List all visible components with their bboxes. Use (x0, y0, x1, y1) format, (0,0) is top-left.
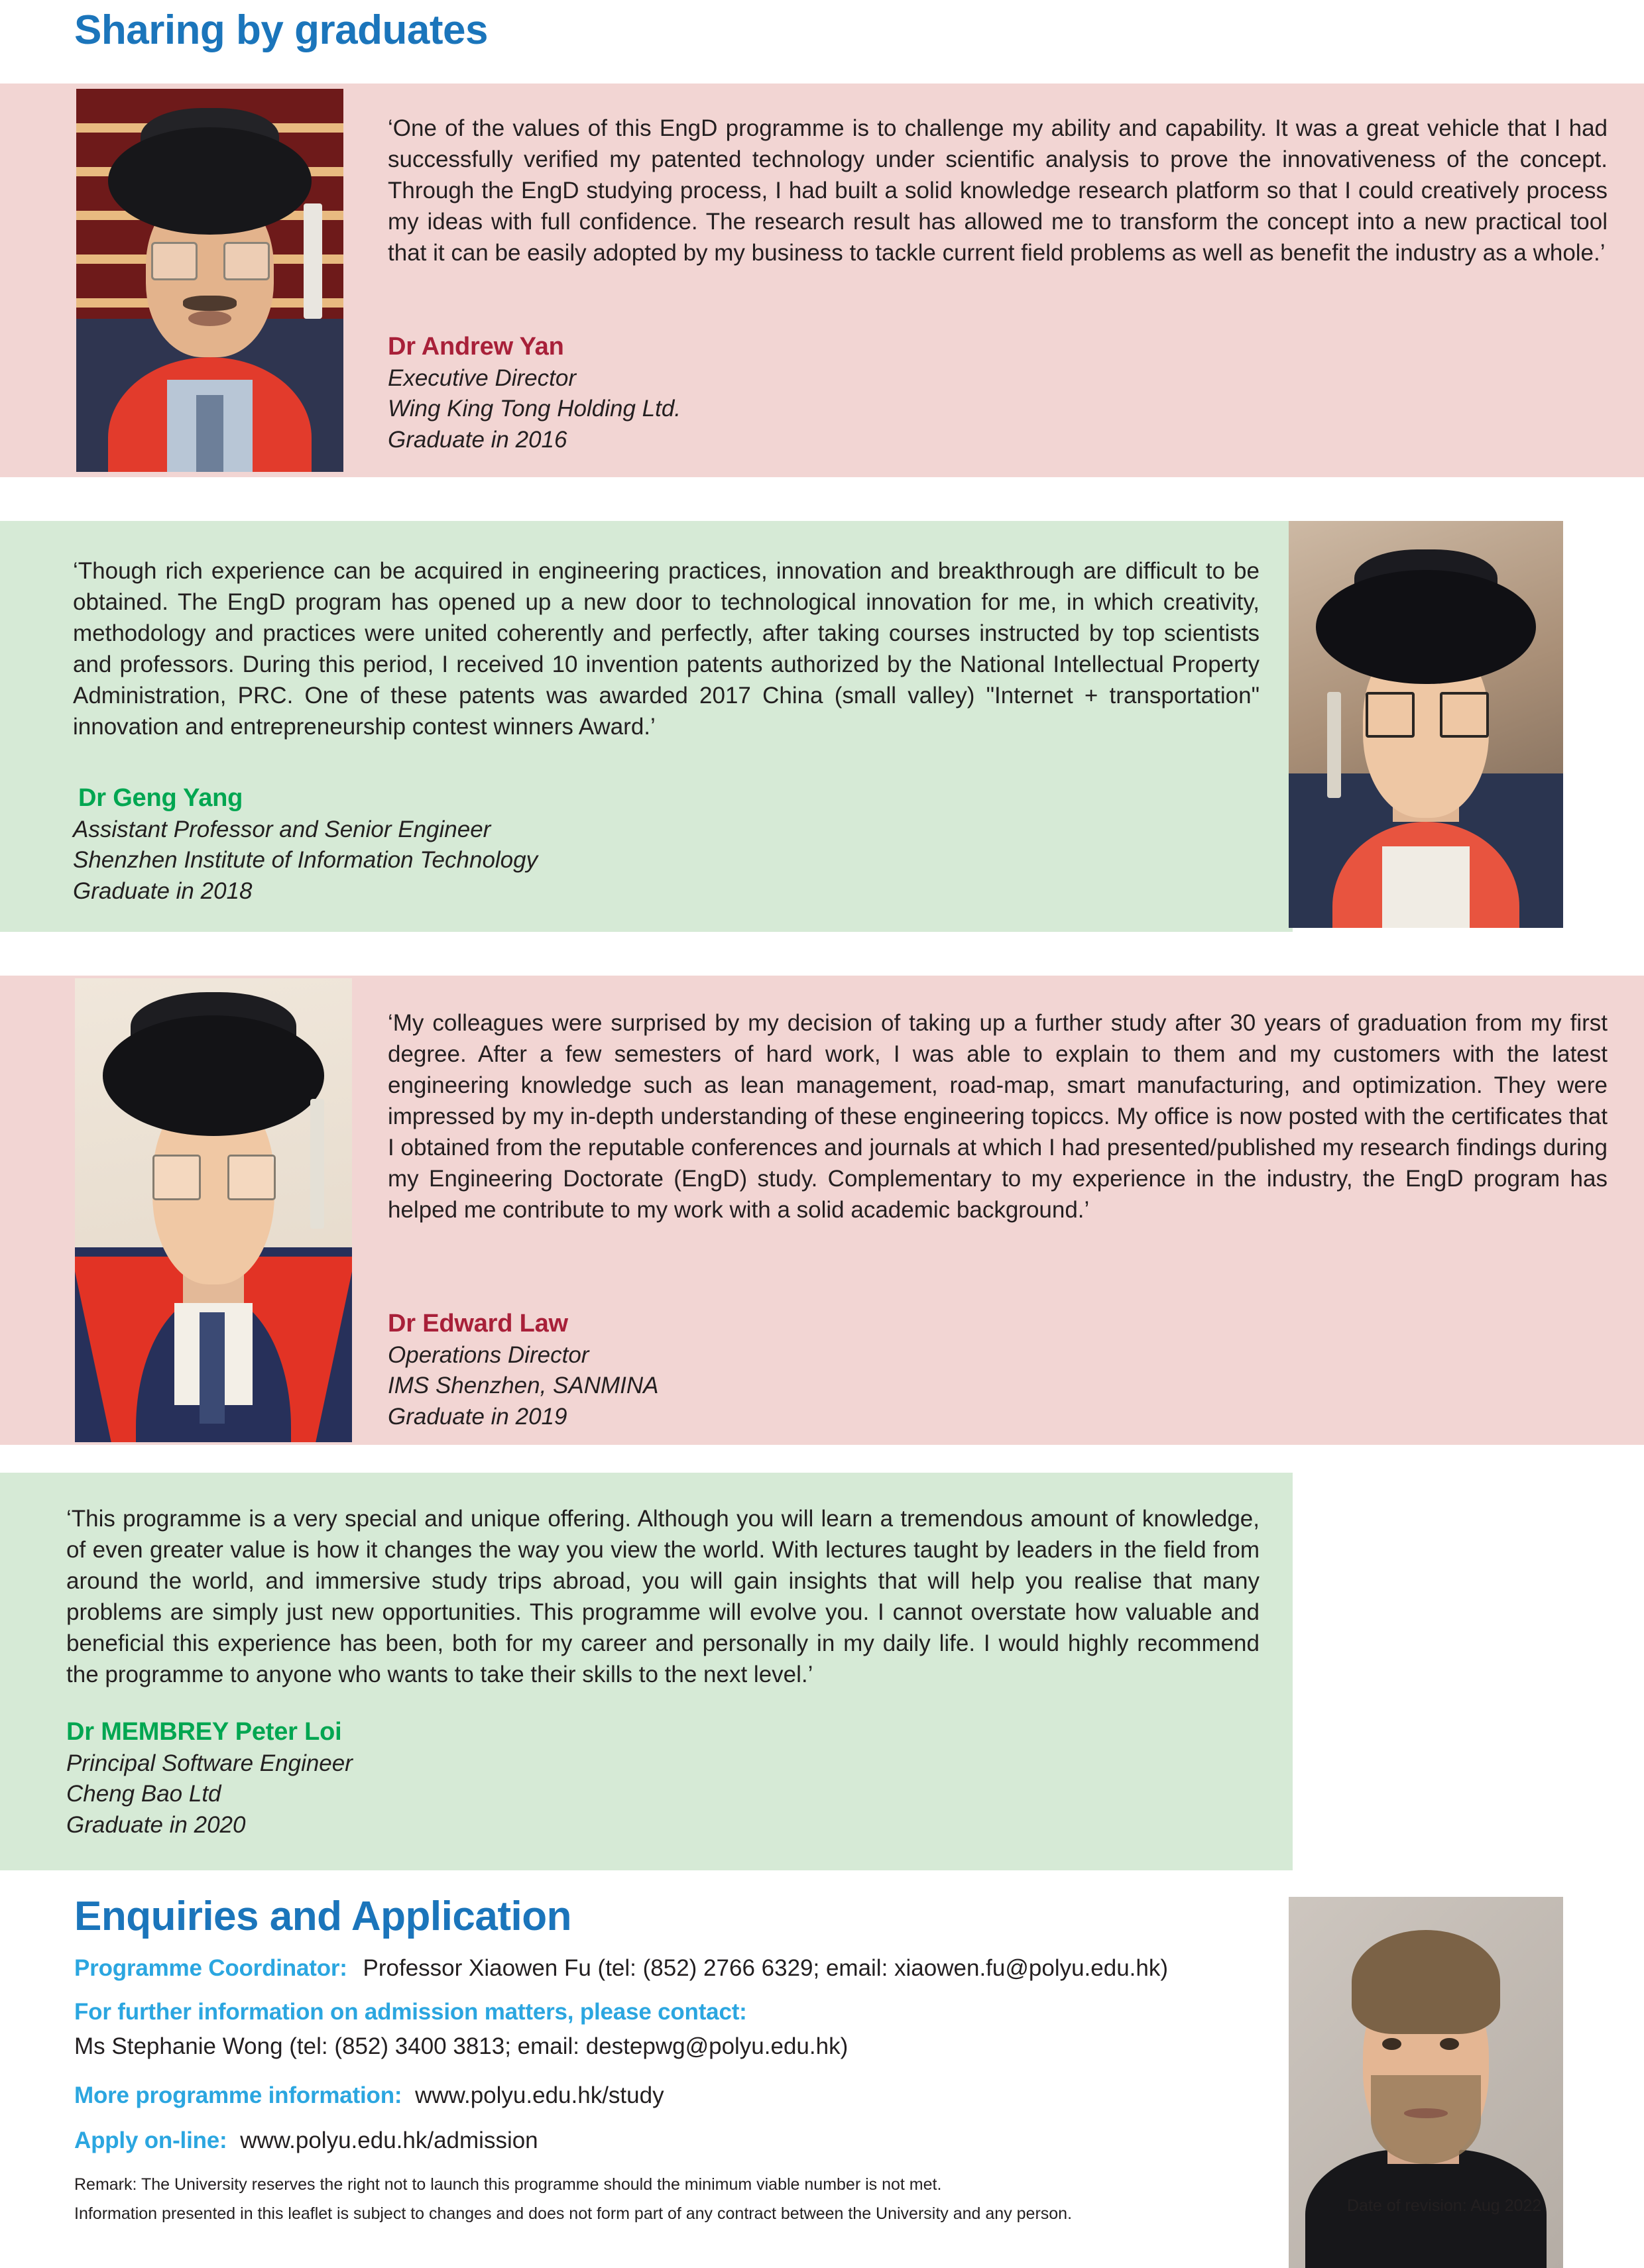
graduate-name-geng-yang: Dr Geng Yang (78, 784, 243, 812)
graduate-organisation-andrew-yan: Wing King Tong Holding Ltd. (388, 396, 681, 422)
graduate-graduation-year-geng-yang: Graduate in 2018 (73, 878, 253, 904)
graduate-graduation-year-andrew-yan: Graduate in 2016 (388, 426, 567, 453)
testimonial-quote-membrey-peter-loi: ‘This programme is a very special and unique offering. Although you will learn a tremendous amount of knowledge, of even greater value is how it changes the way you view the world. With lectures taught by leaders in the field from around the world, and immersive study trips abroad, you will gain insights that will help you realise that many problems are simply just new opportunities. This programme will evolve you. I cannot overstate how valuable and beneficial this experience has been, both for my career and personally in my daily life. I would highly recommend the programme to anyone who wants to take their skills to the next level.’ (66, 1506, 1260, 1688)
graduate-organisation-geng-yang: Shenzhen Institute of Information Technology (73, 847, 538, 874)
testimonial-card-geng-yang (0, 521, 1293, 932)
testimonial-card-edward-law (0, 976, 1644, 1445)
enquiries-coordinator-value: Professor Xiaowen Fu (tel: (852) 2766 6329; email: xiaowen.fu@polyu.edu.hk) (363, 1955, 1169, 1981)
testimonial-attribution-andrew-yan (388, 331, 681, 455)
graduate-title-andrew-yan: Executive Director (388, 365, 576, 391)
graduate-graduation-year-edward-law: Graduate in 2019 (388, 1403, 567, 1430)
graduate-name-edward-law: Dr Edward Law (388, 1310, 568, 1337)
graduate-title-edward-law: Operations Director (388, 1341, 589, 1368)
enquiries-coordinator-row (74, 1955, 1168, 1982)
enquiries-more-info-label: More programme information: (74, 2082, 402, 2108)
enquiries-more-info-row (74, 2082, 664, 2109)
graduate-name-membrey-peter-loi: Dr MEMBREY Peter Loi (66, 1718, 342, 1746)
graduate-graduation-year-membrey-peter-loi: Graduate in 2020 (66, 1811, 246, 1838)
enquiries-apply-label: Apply on-line: (74, 2127, 227, 2153)
enquiries-apply-row (74, 2127, 538, 2154)
enquiries-more-info-link[interactable]: www.polyu.edu.hk/study (415, 2082, 664, 2108)
graduate-photo-geng-yang (1289, 521, 1563, 928)
graduate-organisation-membrey-peter-loi: Cheng Bao Ltd (66, 1781, 221, 1807)
testimonial-quote-edward-law: ‘My colleagues were surprised by my decision of taking up a further study after 30 years of graduation from my first degree. After a few semesters of hard work, I was able to explain to them and my customers with the latest engineering knowledge such as lean management, road-map, smart manufacturing, and optimization. They were impressed by my in-depth understanding of these engineering topiccs. My office is now posted with the certificates that I obtained from the reputable conferences and journals at which I had presented/published my research findings during my Engineering Doctorate (EngD) study. Complementary to my experience in the industry, the EngD program has helped me contribute to my work with a solid academic background.’ (388, 1010, 1608, 1223)
enquiries-coordinator-label: Programme Coordinator: (74, 1955, 347, 1981)
testimonial-attribution-membrey-peter-loi (66, 1717, 353, 1841)
page-title-enquiries-and-application: Enquiries and Application (74, 1894, 571, 1939)
graduate-photo-andrew-yan (76, 89, 343, 472)
testimonial-card-andrew-yan (0, 84, 1644, 477)
graduate-photo-edward-law (75, 978, 352, 1442)
graduate-organisation-edward-law: IMS Shenzhen, SANMINA (388, 1373, 659, 1399)
page-title-sharing-by-graduates: Sharing by graduates (74, 7, 488, 53)
testimonial-quote-andrew-yan: ‘One of the values of this EngD programme is to challenge my ability and capability. It was a great vehicle that I had successfully verified my patented technology under scientific analysis to prove the innovativeness of the concept. Through the EngD studying process, I had built a solid knowledge research platform so that I could creatively process my ideas with full confidence. The research result has allowed me to transform the concept into a new practical tool that it can be easily adopted by my business to tackle current field problems as well as benefit the industry as a whole.’ (388, 115, 1608, 266)
testimonial-card-membrey-peter-loi (0, 1473, 1293, 1870)
enquiries-apply-link[interactable]: www.polyu.edu.hk/admission (240, 2127, 538, 2153)
footer-revision-date: Date of revision: Aug 2022 (1347, 2196, 1542, 2215)
graduate-title-geng-yang: Assistant Professor and Senior Engineer (73, 816, 491, 842)
enquiries-admission-value: Ms Stephanie Wong (tel: (852) 3400 3813; email: destepwg@polyu.edu.hk) (74, 2033, 849, 2059)
testimonial-quote-geng-yang: ‘Though rich experience can be acquired in engineering practices, innovation and breakthrough are difficult to be obtained. The EngD program has opened up a new door to technological innovation for me, in which creativity, methodology and practices were united coherently and perfectly, after taking courses instructed by top scientists and professors. During this period, I received 10 invention patents authorized by the National Intellectual Property Administration, PRC. One of these patents was awarded 2017 China (small valley) "Internet + transportation" innovation and entrepreneurship contest winners Award.’ (73, 558, 1260, 740)
testimonial-attribution-edward-law (388, 1308, 659, 1432)
enquiries-admission-label: For further information on admission matters, please contact: (74, 1999, 747, 2025)
graduate-name-andrew-yan: Dr Andrew Yan (388, 333, 564, 361)
graduate-title-membrey-peter-loi: Principal Software Engineer (66, 1750, 353, 1776)
testimonial-attribution-geng-yang (73, 783, 538, 907)
footer-remark-line-1: Remark: The University reserves the right not to launch this programme should the minimum viable number is not met. (74, 2175, 942, 2194)
footer-remark-line-2: Information presented in this leaflet is subject to changes and does not form part of any contract between the University and any person. (74, 2204, 1073, 2223)
